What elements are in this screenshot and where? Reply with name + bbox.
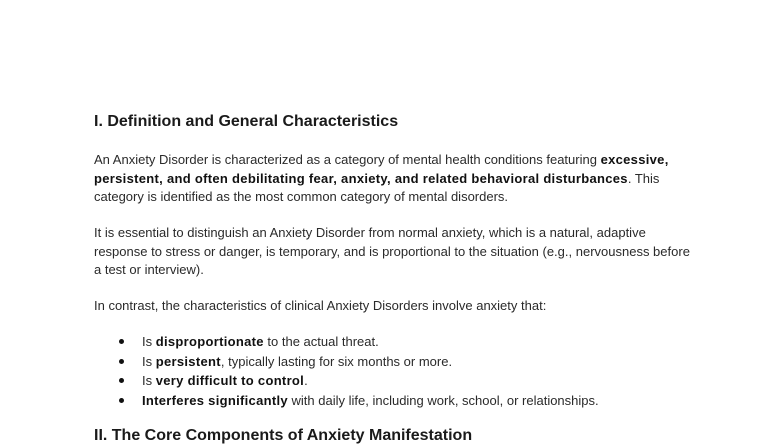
paragraph-text: An Anxiety Disorder is characterized as a category of mental health conditions featuring (94, 152, 601, 167)
list-item: Is very difficult to control. (94, 371, 599, 391)
paragraph-contrast: In contrast, the characteristics of clinical Anxiety Disorders involve anxiety that: (94, 298, 547, 313)
paragraph-definition (94, 151, 694, 207)
bold-phrase: excessive, persistent, and often debilitating fear, anxiety, and related behavioral disturbances (94, 152, 669, 186)
section-heading-definition: I. Definition and General Characteristics (94, 113, 399, 130)
bold-phrase: very difficult to control (155, 373, 305, 388)
bold-phrase: disproportionate (155, 334, 264, 349)
bullet-icon (119, 339, 124, 344)
bold-phrase: Interferes significantly (142, 392, 288, 408)
section-heading-core-components: II. The Core Components of Anxiety Manifestation (94, 427, 473, 444)
list-item: Interferes significantly with daily life, including work, school, or relationships. (94, 391, 599, 411)
bullet-icon (119, 378, 124, 383)
list-item: Is disproportionate to the actual threat. (94, 332, 599, 352)
characteristics-list (94, 332, 599, 410)
bullet-icon (119, 398, 124, 403)
bullet-icon (119, 359, 124, 364)
paragraph-text: . This category is identified as the most common category of mental disorders. (94, 170, 660, 204)
bold-phrase: persistent (155, 353, 221, 369)
list-item: Is persistent, typically lasting for six months or more. (94, 352, 599, 372)
paragraph-distinction: It is essential to distinguish an Anxiety Disorder from normal anxiety, which is a natural, adaptive response to stress or danger, is temporary, and is proportional to the situation (e.g., nervousness before a test or interview). (94, 225, 690, 277)
